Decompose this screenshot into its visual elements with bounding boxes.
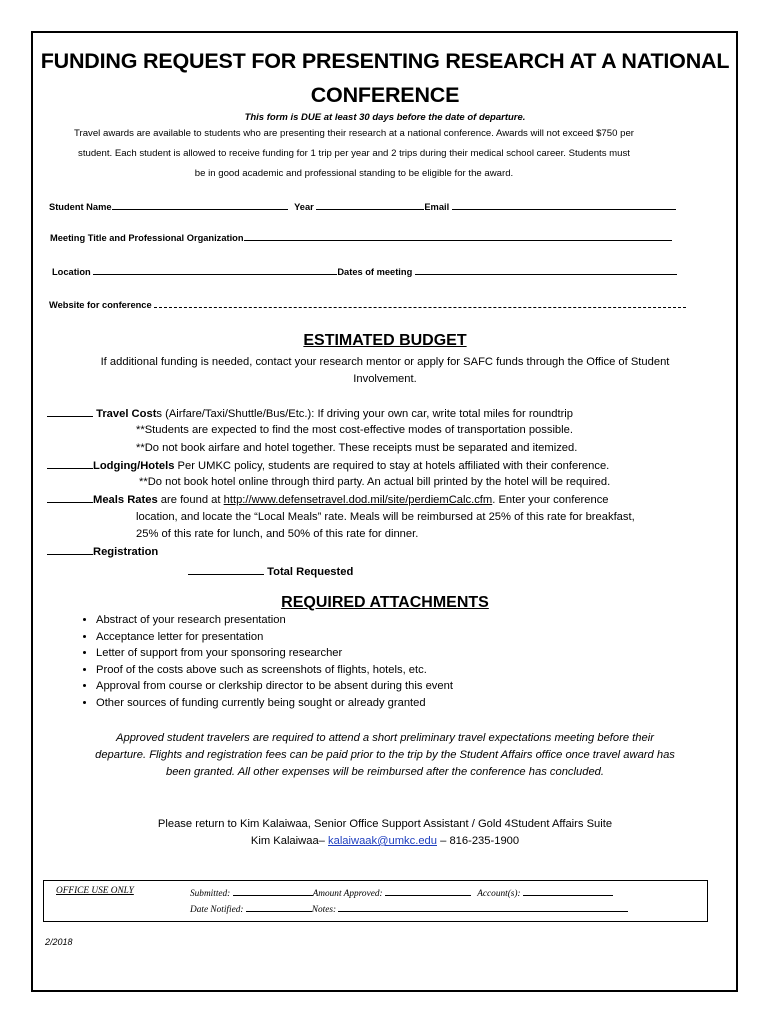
travel-note-1: **Students are expected to find the most cost-effective modes of transportation possible. <box>136 424 573 436</box>
year-field[interactable] <box>316 200 424 210</box>
meals-text-pre: are found at <box>157 494 224 506</box>
form-title-line1: FUNDING REQUEST FOR PRESENTING RESEARCH AT A NATIONAL <box>40 49 730 73</box>
perdiem-link[interactable]: http://www.defensetravel.dod.mil/site/perdiemCalc.cfm <box>223 494 493 506</box>
list-item: • Approval from course or clerkship director to be absent during this event <box>96 678 453 695</box>
travel-cost-line <box>47 405 573 423</box>
accounts-label: Account(s): <box>477 889 521 899</box>
registration-line <box>47 543 158 561</box>
intro-line-2: student. Each student is allowed to receive funding for 1 trip per year and 2 trips during their medical school career. Students must <box>78 148 630 159</box>
approved-note <box>0 730 770 781</box>
submitted-row <box>190 886 613 899</box>
travel-note-2: **Do not book airfare and hotel together. These receipts must be separated and itemized. <box>136 442 578 454</box>
revision-date: 2/2018 <box>45 937 73 947</box>
student-name-label: Student Name <box>49 202 112 212</box>
lodging-blank[interactable] <box>47 457 93 469</box>
approved-note-line-2: departure. Flights and registration fees can be paid prior to the trip by the Student Affairs office once travel award has <box>95 749 675 761</box>
approved-note-line-3: been granted. All other expenses will be reimbursed after the conference has concluded. <box>165 766 605 778</box>
dates-label: Dates of meeting <box>337 267 413 277</box>
list-item: • Abstract of your research presentation <box>96 612 453 629</box>
date-notified-field[interactable] <box>246 902 312 912</box>
website-row <box>49 298 686 310</box>
approved-note-line-1: Approved student travelers are required to attend a short preliminary travel expectations meeting before their <box>116 732 654 744</box>
list-item: • Acceptance letter for presentation <box>96 629 453 646</box>
email-field[interactable] <box>452 200 676 210</box>
budget-note-line-1: If additional funding is needed, contact your research mentor or apply for SAFC funds through the Office of Student <box>100 356 670 368</box>
contact-email-link[interactable]: kalaiwaak@umkc.edu <box>328 835 437 847</box>
dates-field[interactable] <box>415 265 677 275</box>
travel-cost-blank[interactable] <box>47 405 93 417</box>
total-line <box>188 563 353 581</box>
lodging-description: Per UMKC policy, students are required to stay at hotels affiliated with their conference. <box>174 460 610 472</box>
travel-cost-label: Travel Cost <box>96 408 157 420</box>
notified-row <box>190 902 628 915</box>
notes-field[interactable] <box>338 902 628 912</box>
office-use-box <box>43 880 708 922</box>
total-blank[interactable] <box>188 563 264 575</box>
attachments-heading: REQUIRED ATTACHMENTS <box>281 594 489 611</box>
location-label: Location <box>52 267 91 277</box>
student-name-field[interactable] <box>112 200 288 210</box>
contact-name: Kim Kalaiwaa– <box>250 835 328 847</box>
meeting-title-field[interactable] <box>244 231 672 241</box>
return-line-1: Please return to Kim Kalaiwaa, Senior Office Support Assistant / Gold 4Student Affairs Suite <box>157 818 613 830</box>
lodging-label: Lodging/Hotels <box>93 460 175 472</box>
year-label: Year <box>294 202 314 212</box>
intro-text <box>14 124 694 184</box>
date-notified-label: Date Notified: <box>190 905 244 915</box>
attachments-list <box>60 612 453 712</box>
registration-label: Registration <box>93 546 159 558</box>
return-info <box>0 816 770 850</box>
form-title-line2: CONFERENCE <box>310 83 460 107</box>
contact-phone: – 816-235-1900 <box>437 835 520 847</box>
total-label: Total Requested <box>267 566 354 578</box>
list-item: • Other sources of funding currently being sought or already granted <box>96 695 453 712</box>
accounts-field[interactable] <box>523 886 613 896</box>
amount-approved-field[interactable] <box>385 886 471 896</box>
submitted-label: Submitted: <box>190 889 231 899</box>
meals-line <box>47 491 609 509</box>
meals-blank[interactable] <box>47 491 93 503</box>
notes-label: Notes: <box>311 905 337 915</box>
email-label: Email <box>424 202 450 212</box>
budget-note <box>0 354 770 388</box>
budget-note-line-2: Involvement. <box>353 373 417 385</box>
website-label: Website for conference <box>49 300 152 310</box>
amount-approved-label: Amount Approved: <box>312 889 383 899</box>
meals-label: Meals Rates <box>93 494 158 506</box>
list-item: • Proof of the costs above such as screenshots of flights, hotels, etc. <box>96 662 453 679</box>
office-use-label: OFFICE USE ONLY <box>56 886 134 896</box>
list-item: • Letter of support from your sponsoring researcher <box>96 645 453 662</box>
meals-line-3: 25% of this rate for lunch, and 50% of this rate for dinner. <box>136 528 419 540</box>
location-row <box>52 265 677 277</box>
budget-heading: ESTIMATED BUDGET <box>303 332 467 349</box>
student-info-row <box>49 200 676 212</box>
meals-text-post: . Enter your conference <box>492 494 609 506</box>
lodging-note: **Do not book hotel online through third party. An actual bill printed by the hotel will be required. <box>139 476 611 488</box>
due-note: This form is DUE at least 30 days before the date of departure. <box>244 112 526 123</box>
lodging-line <box>47 457 609 475</box>
submitted-field[interactable] <box>233 886 313 896</box>
intro-line-1: Travel awards are available to students who are presenting their research at a national conference. Awards will not exceed $750 per <box>74 128 634 139</box>
meeting-row <box>50 231 672 243</box>
return-line-2 <box>0 833 770 850</box>
meals-line-2: location, and locate the “Local Meals” rate. Meals will be reimbursed at 25% of this rate for breakfast, <box>136 511 635 523</box>
intro-line-3: be in good academic and professional standing to be eligible for the award. <box>194 168 514 179</box>
location-field[interactable] <box>93 265 337 275</box>
website-field[interactable] <box>154 298 686 308</box>
registration-blank[interactable] <box>47 543 93 555</box>
travel-cost-description: s (Airfare/Taxi/Shuttle/Bus/Etc.): If driving your own car, write total miles for roundtrip <box>156 408 573 420</box>
meeting-title-label: Meeting Title and Professional Organization <box>50 233 244 243</box>
